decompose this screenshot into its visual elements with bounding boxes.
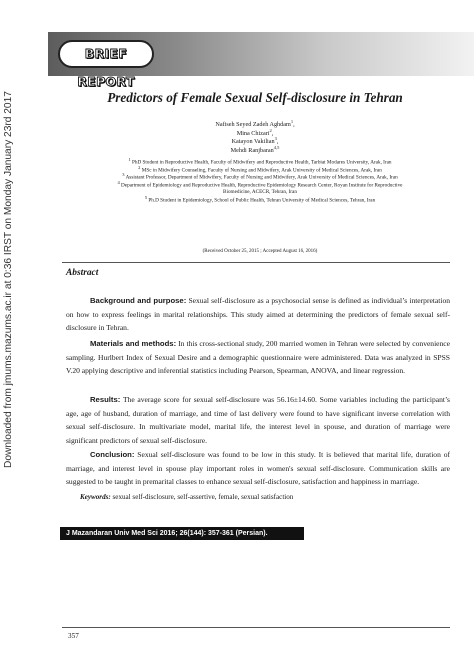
divider (62, 262, 450, 263)
keywords: Keywords: sexual self-disclosure, self-assertive, female, sexual satisfaction (80, 493, 294, 501)
author-line: Nafiseh Seyed Zadeh Aghdam$^1$, (215, 119, 295, 129)
journal-reference: J Mazandaran Univ Med Sci 2016; 26(144): 357-361 (Persian). (60, 527, 304, 540)
abstract-heading: Abstract (66, 268, 99, 278)
affiliation: $^1$ PhD Student in Reproductive Health, Faculty of Midwifery and Reproductive Health, Tarbiat Modares University, Arak, Iran (128, 157, 392, 166)
affiliation: $^3$ Assistant Professor, Department of Midwifery, Faculty of Nursing and Midwifery, Arak University of Medical Sciences, Arak, Iran (122, 172, 398, 181)
abstract-background: Background and purpose: Sexual self-disclosure as a psychosocial sense is defined as individual’s interpretation on how to express feelings in marital relationships. This study aimed at determining the predictors of female sexual self-disclosure in Tehran. (66, 296, 450, 333)
page-number: 357 (68, 632, 79, 640)
abstract-methods: Materials and methods: In this cross-sectional study, 200 married women in Tehran were selected by convenience sampling. Hurlbert Index of Sexual Desire and a demographic questionnaire were administered. Data was analyzed in SPSS V.20 applying descriptive and inferential statistics including Pearson, Spearman, ANOVA, and linear regression. (66, 339, 451, 376)
affiliation: $^4$ Department of Epidemiology and Reproductive Health, Reproductive Epidemiology Research Center, Royan Institute for Reproductive Biomedicine, ACECR, Tehran, Iran (117, 179, 403, 196)
footer-divider (62, 627, 450, 628)
download-watermark: Downloaded from jmums.mazums.ac.ir at 0:36 IRST on Monday January 23rd 2017 (3, 91, 14, 469)
author-line: Katayon Vakilian$^3$, (231, 136, 279, 146)
paper-title: Predictors of Female Sexual Self-disclosure in Tehran (107, 90, 403, 105)
abstract-conclusion: Conclusion: Sexual self-disclosure was found to be low in this study. It is believed that marital life, duration of marriage, and interest level in spouse play important roles in women's sexual self-disclosure. Communication skills are suggested to be taught in premarital classes to enhance sexual self-disclosure, satisfaction and happiness in marriage. (66, 450, 450, 487)
received-dates: (Received October 25, 2015 ; Accepted August 16, 2016) (202, 249, 318, 254)
author-line: Mina Chizari$^2$, (236, 127, 274, 137)
author-line: Mehdi Ranjbaran$^{4,5}$ (230, 144, 280, 154)
brief-report-label: BRIEF REPORT (77, 46, 135, 89)
affiliation: $^5$ Ph.D Student in Epidemiology, School of Public Health, Tehran University of Medical Sciences, Tehran, Iran (144, 195, 376, 204)
abstract-results: Results: The average score for sexual self-disclosure was 56.16±14.60. Some variables including the participant’s age, age of husband, duration of marriage, and time of last delivery were found to have significant inverse correlation with sexual self-disclosure. In multivariate model, marital life, the interest level in spouse, and duration of marriage were significant predictors of sexual self-disclosure. (66, 395, 450, 445)
affiliation: $^2$ MSc in Midwifery Counseling, Faculty of Nursing and Midwifery, Arak University of Medical Sciences, Arak, Iran (138, 164, 382, 174)
